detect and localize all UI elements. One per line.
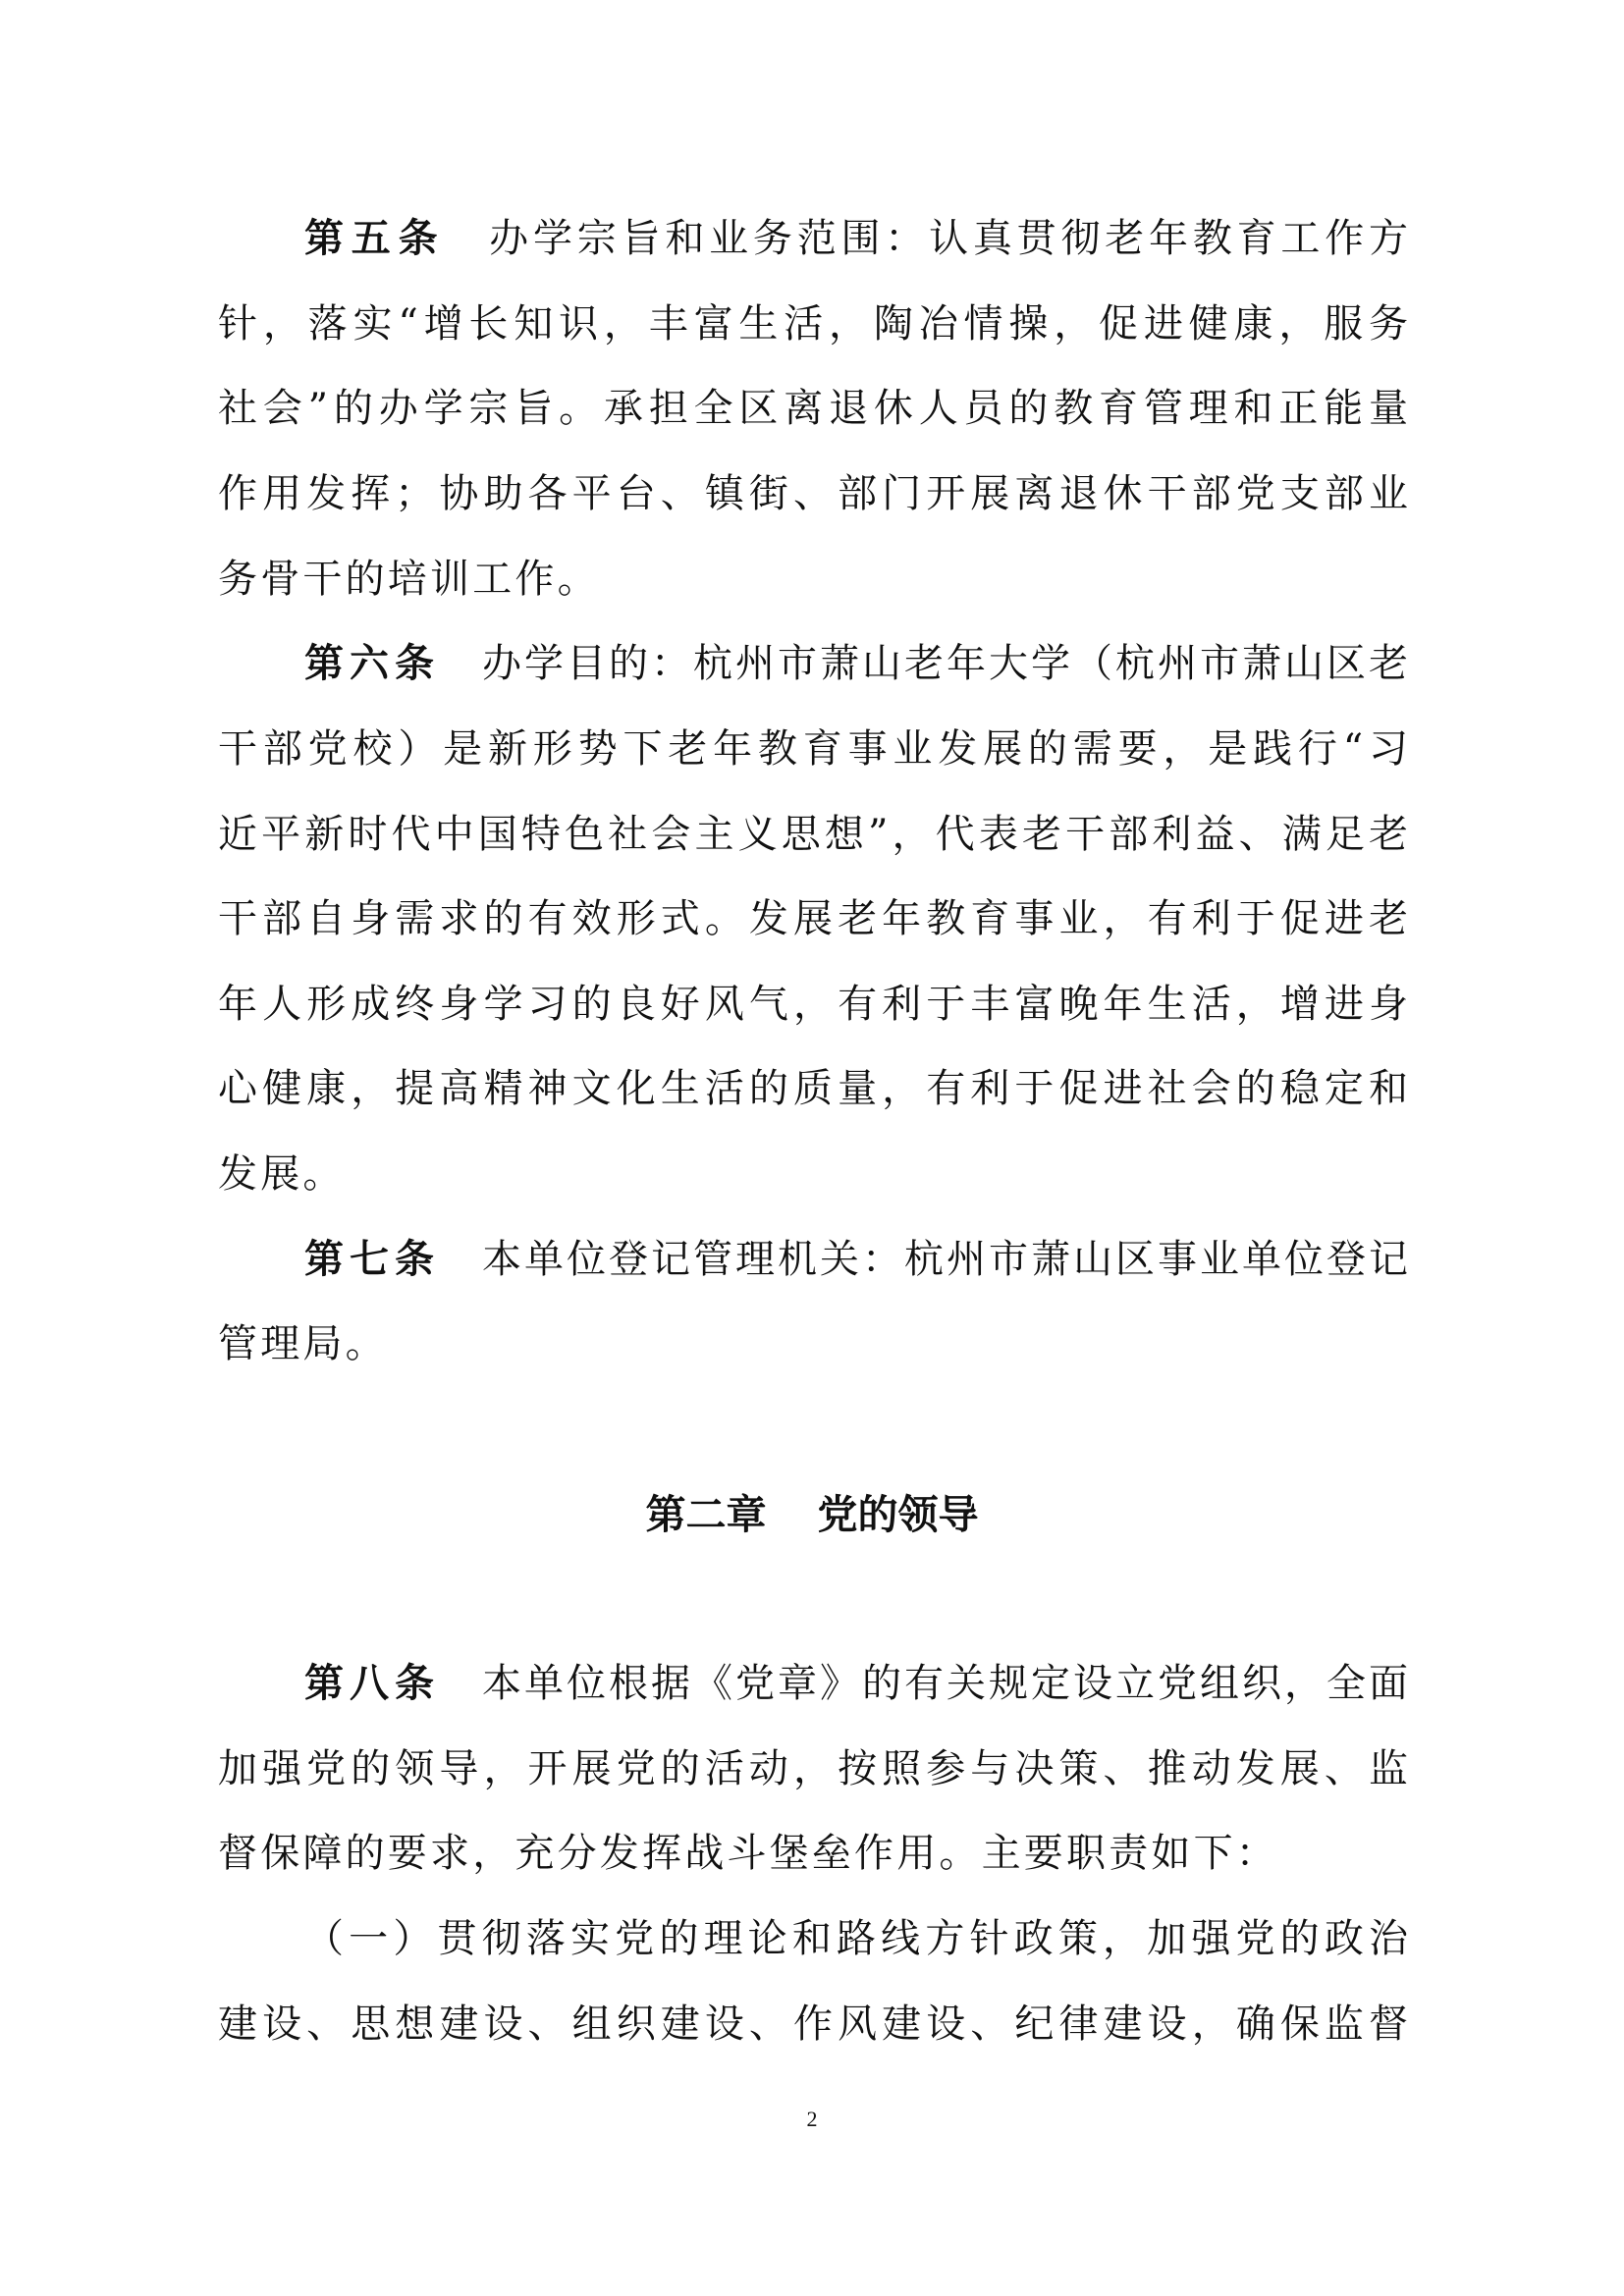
article-5-line-5: 务骨干的培训工作。 [218,557,600,602]
article-6-line-4: 干部自身需求的有效形式。发展老年教育事业，有利于促进老 [218,896,1408,941]
chapter-title: 党的领导 [817,1491,979,1538]
article-5-line-2: 针，落实“增长知识，丰富生活，陶冶情操，促进健康，服务 [218,301,1408,347]
article-5-line-1 [304,209,1408,268]
article-6-line-7: 发展。 [218,1151,346,1197]
list-item-1-line-2: 建设、思想建设、组织建设、作风建设、纪律建设，确保监督 [218,2002,1408,2047]
article-6-line-3: 近平新时代中国特色社会主义思想”，代表老干部利益、满足老 [218,812,1408,857]
article-6-line-1 [304,634,1408,693]
article-8-line-2: 加强党的领导，开展党的活动，按照参与决策、推动发展、监 [218,1746,1408,1791]
article-5-line-4: 作用发挥；协助各平台、镇街、部门开展离退休干部党支部业 [218,471,1408,516]
article-6-line-6: 心健康，提高精神文化生活的质量，有利于促进社会的稳定和 [218,1066,1408,1111]
article-6-line-5: 年人形成终身学习的良好风气，有利于丰富晚年生活，增进身 [218,982,1408,1027]
list-item-1-line-1: （一）贯彻落实党的理论和路线方针政策，加强党的政治 [304,1916,1408,1961]
page-number: 2 [806,2107,818,2131]
article-8-line-3: 督保障的要求，充分发挥战斗堡垒作用。主要职责如下： [218,1831,1278,1876]
chapter-number: 第二章 [645,1491,767,1538]
article-text: 办学宗旨和业务范围：认真贯彻老年教育工作方 [484,216,1408,261]
article-text: 本单位根据《党章》的有关规定设立党组织，全面 [479,1661,1408,1706]
article-5-line-3: 社会”的办学宗旨。承担全区离退休人员的教育管理和正能量 [218,386,1408,431]
article-label: 第七条 [304,1237,440,1282]
chapter-heading [0,1485,1624,1544]
article-8-line-1 [304,1654,1408,1713]
article-text: 本单位登记管理机关：杭州市萧山区事业单位登记 [479,1237,1408,1282]
article-label: 第六条 [304,641,440,686]
article-7-line-2: 管理局。 [218,1321,388,1366]
article-label: 第五条 [304,216,446,261]
article-text: 办学目的：杭州市萧山老年大学（杭州市萧山区老 [479,641,1408,686]
article-6-line-2: 干部党校）是新形势下老年教育事业发展的需要，是践行“习 [218,726,1408,772]
article-label: 第八条 [304,1661,440,1706]
article-7-line-1 [304,1230,1408,1289]
